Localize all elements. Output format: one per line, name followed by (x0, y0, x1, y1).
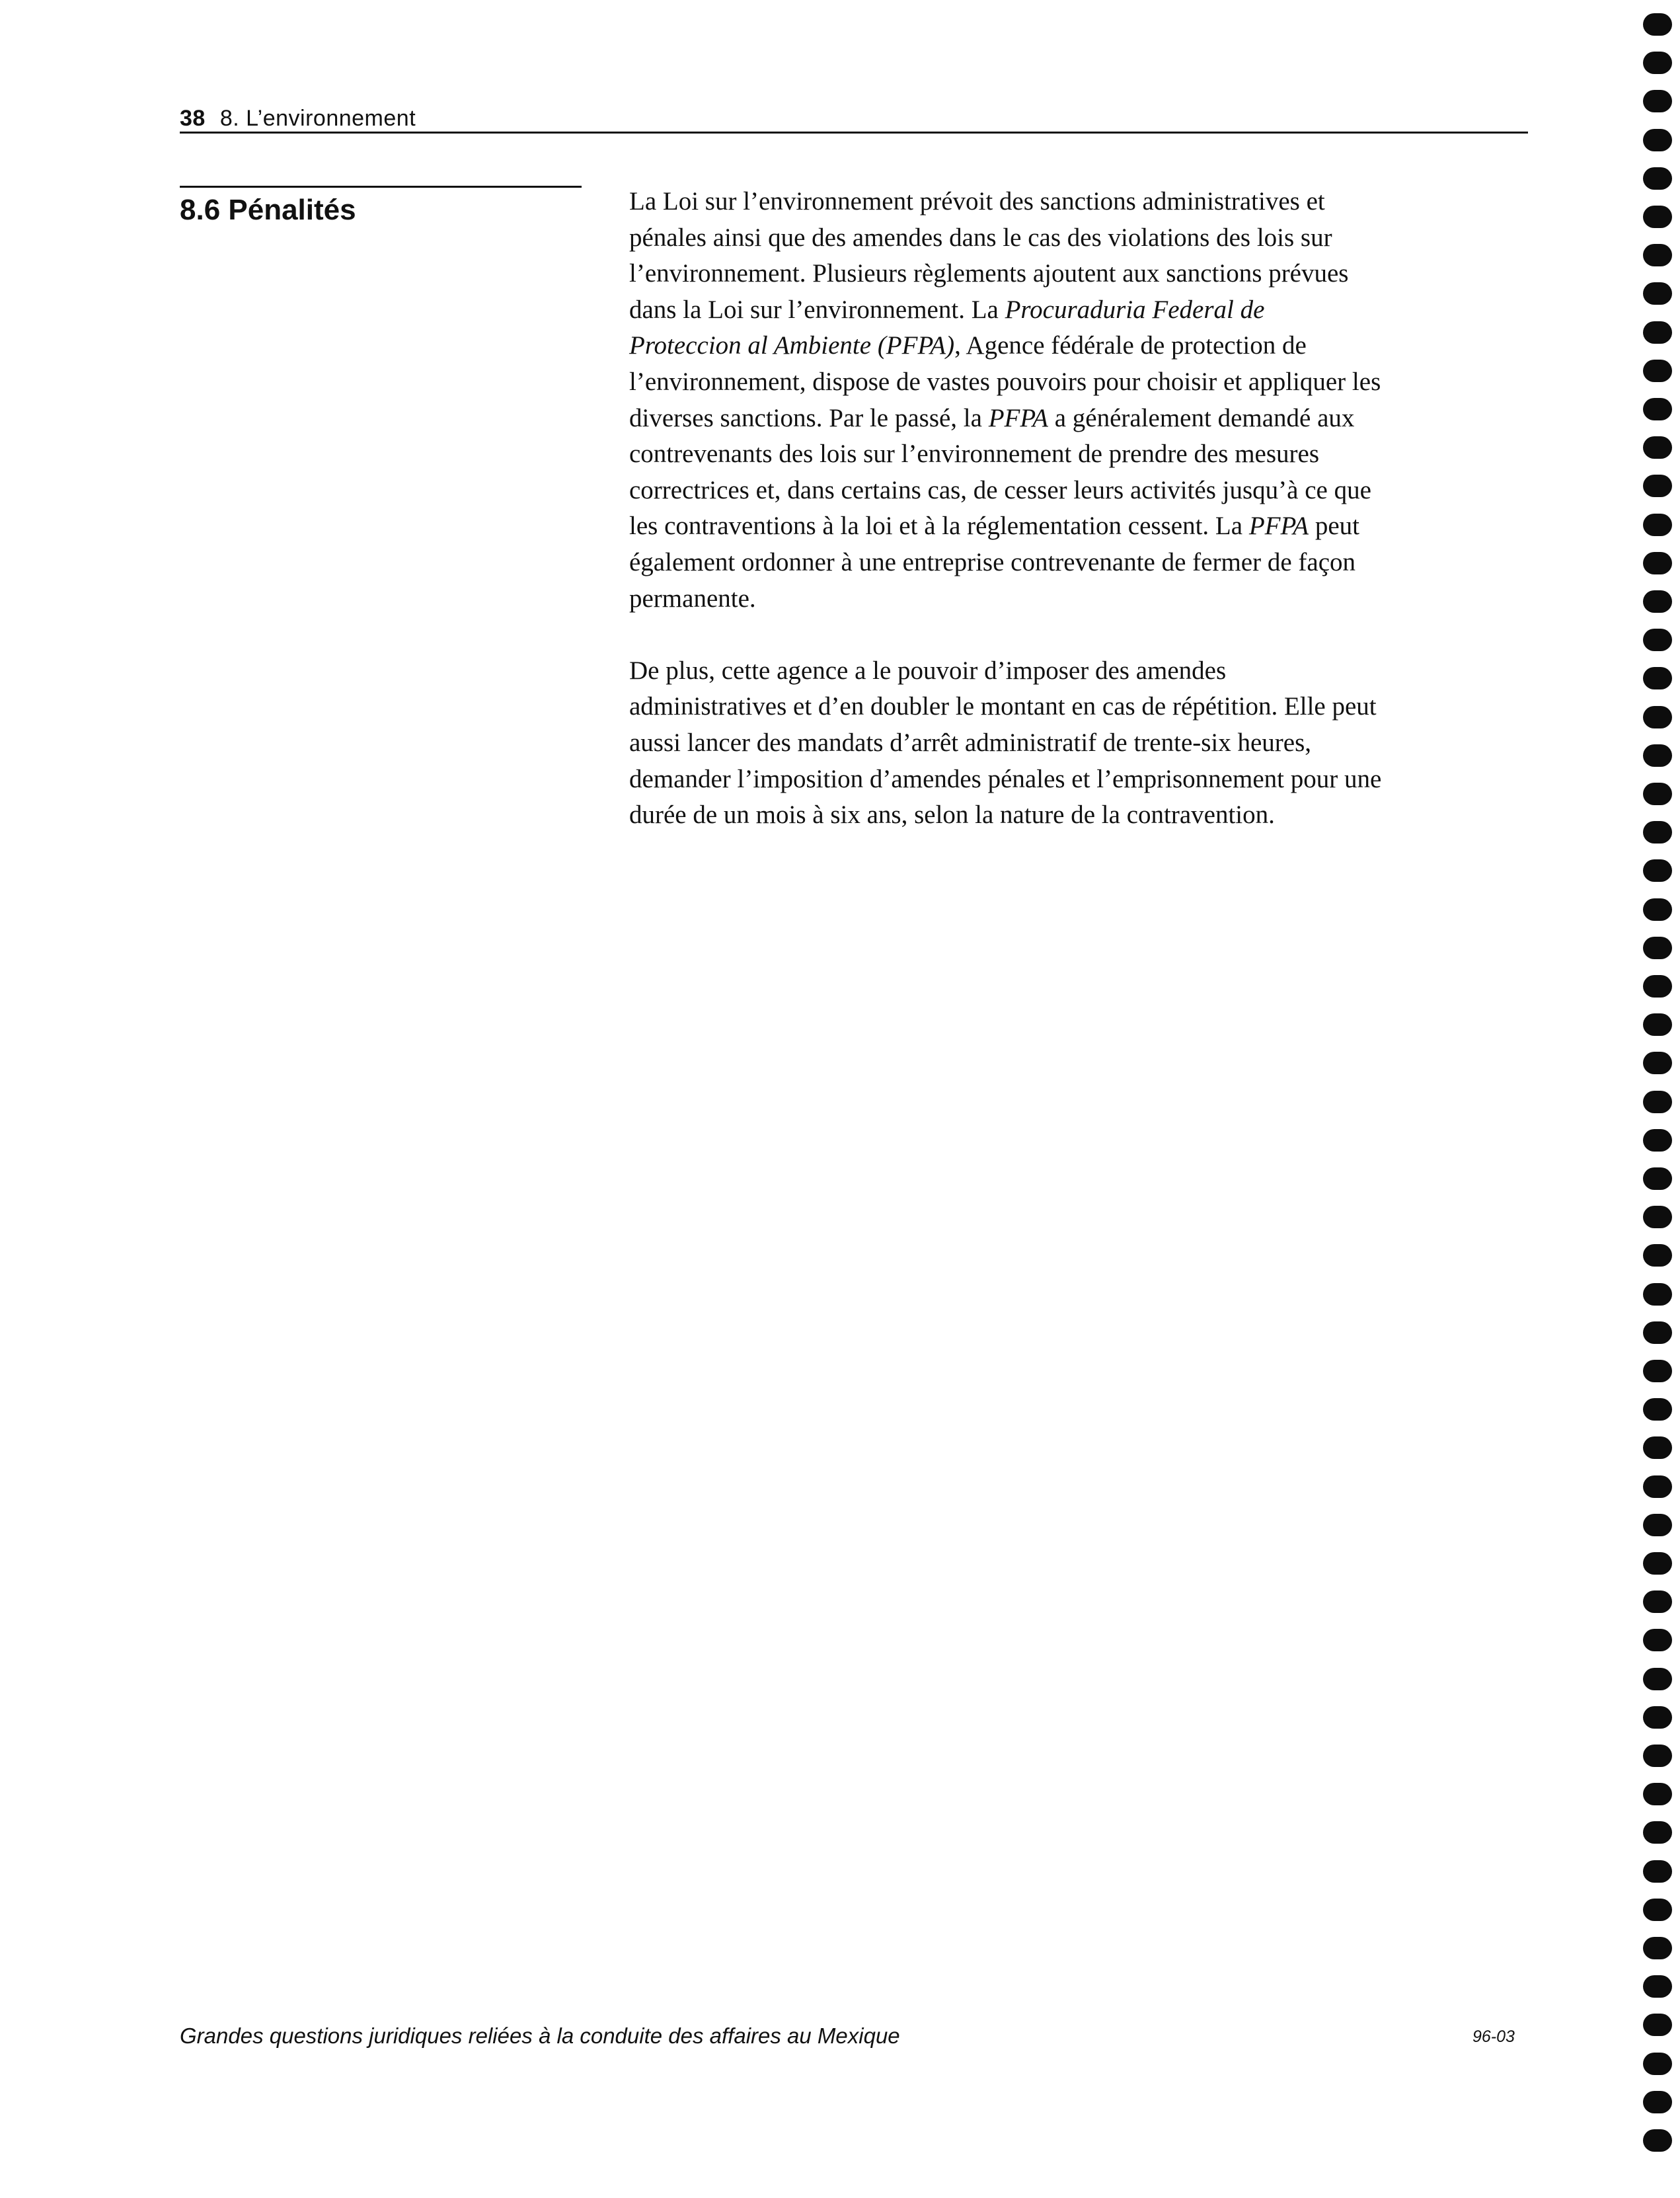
binding-hole (1643, 590, 1672, 613)
binding-hole (1643, 1398, 1672, 1421)
body-text (629, 184, 1531, 834)
text-line: La Loi sur l’environnement prévoit des sanctions administratives et (629, 187, 1325, 216)
text-line: De plus, cette agence a le pouvoir d’imposer des amendes (629, 656, 1227, 685)
binding-hole (1643, 1244, 1672, 1267)
binding-hole (1643, 2129, 1672, 2152)
acronym-italic: PFPA (988, 403, 1048, 432)
text-line: administratives et d’en doubler le montant en cas de répétition. Elle peut (629, 692, 1377, 721)
text-line: contrevenants des lois sur l’environnement de prendre des mesures (629, 440, 1320, 469)
binding-hole (1643, 1783, 1672, 1805)
binding-hole (1643, 1167, 1672, 1190)
paragraph-gap (629, 617, 1531, 653)
text-span: dans la Loi sur l’environnement. La (629, 295, 1005, 324)
binding-hole (1643, 206, 1672, 228)
binding-hole (1643, 859, 1672, 882)
text-line (629, 328, 1531, 364)
binding-hole (1643, 1283, 1672, 1306)
binding-hole (1643, 783, 1672, 805)
binding-hole (1643, 514, 1672, 536)
binding-hole (1643, 2091, 1672, 2113)
binding-hole (1643, 1436, 1672, 1459)
text-line: durée de un mois à six ans, selon la nature de la contravention. (629, 801, 1275, 830)
text-line (629, 401, 1531, 437)
binding-hole (1643, 1629, 1672, 1651)
header-rule (180, 132, 1528, 134)
text-span: , Agence fédérale de protection de (954, 331, 1307, 360)
text-span: a généralement demandé aux (1048, 403, 1355, 432)
binding-hole (1643, 1668, 1672, 1690)
chapter-title: 8. L’environnement (219, 106, 416, 131)
binding-hole (1643, 744, 1672, 767)
binding-hole (1643, 244, 1672, 266)
paragraph-sanctions (629, 184, 1531, 617)
binding-hole (1643, 706, 1672, 728)
binding-hole (1643, 1860, 1672, 1883)
binding-hole (1643, 1129, 1672, 1152)
binding-hole (1643, 90, 1672, 112)
binding-hole (1643, 898, 1672, 921)
text-span: peut (1309, 512, 1359, 541)
section-heading: 8.6 Pénalités (180, 194, 356, 226)
binding-hole (1643, 1514, 1672, 1536)
binding-hole (1643, 937, 1672, 959)
text-line: aussi lancer des mandats d’arrêt administratif de trente-six heures, (629, 728, 1312, 757)
footer-title: Grandes questions juridiques reliées à la conduite des affaires au Mexique (180, 2023, 900, 2048)
binding-hole (1643, 1206, 1672, 1228)
binding-hole (1643, 2053, 1672, 2075)
spiral-binding-holes (1640, 7, 1680, 2195)
binding-hole (1643, 1590, 1672, 1613)
binding-hole (1643, 2014, 1672, 2036)
acronym-italic: PFPA (1248, 512, 1309, 541)
text-line: l’environnement. Plusieurs règlements ajoutent aux sanctions prévues (629, 259, 1349, 288)
binding-hole (1643, 1552, 1672, 1575)
binding-hole (1643, 1475, 1672, 1498)
binding-hole (1643, 667, 1672, 689)
binding-hole (1643, 167, 1672, 190)
text-line: demander l’imposition d’amendes pénales et l’emprisonnement pour une (629, 764, 1382, 793)
text-line: pénales ainsi que des amendes dans le cas des violations des lois sur (629, 223, 1332, 252)
binding-hole (1643, 475, 1672, 497)
text-line (629, 508, 1531, 545)
binding-hole (1643, 13, 1672, 36)
text-span: les contraventions à la loi et à la réglementation cessent. La (629, 512, 1249, 541)
binding-hole (1643, 360, 1672, 382)
binding-hole (1643, 1091, 1672, 1113)
binding-hole (1643, 398, 1672, 420)
text-line: correctrices et, dans certains cas, de cesser leurs activités jusqu’à ce que (629, 475, 1371, 504)
binding-hole (1643, 52, 1672, 74)
binding-hole (1643, 975, 1672, 998)
binding-hole (1643, 1706, 1672, 1729)
binding-hole (1643, 129, 1672, 151)
text-line: l’environnement, dispose de vastes pouvoirs pour choisir et appliquer les (629, 367, 1381, 396)
footer-code: 96-03 (1472, 2027, 1515, 2046)
text-line: également ordonner à une entreprise contrevenante de fermer de façon (629, 547, 1356, 576)
text-line (629, 292, 1531, 329)
binding-hole (1643, 552, 1672, 574)
text-span: diverses sanctions. Par le passé, la (629, 403, 989, 432)
binding-hole (1643, 436, 1672, 459)
binding-hole (1643, 1975, 1672, 1998)
text-line: permanente. (629, 584, 756, 613)
binding-hole (1643, 1937, 1672, 1959)
binding-hole (1643, 1321, 1672, 1344)
agency-name-italic: Procuraduria Federal de (1005, 295, 1265, 324)
agency-name-italic: Proteccion al Ambiente (PFPA) (629, 331, 955, 360)
binding-hole (1643, 1899, 1672, 1921)
binding-hole (1643, 321, 1672, 344)
running-header (180, 104, 1528, 132)
binding-hole (1643, 1745, 1672, 1767)
binding-hole (1643, 1360, 1672, 1382)
binding-hole (1643, 1821, 1672, 1844)
binding-hole (1643, 821, 1672, 844)
binding-hole (1643, 1052, 1672, 1074)
binding-hole (1643, 629, 1672, 651)
binding-hole (1643, 1013, 1672, 1036)
paragraph-fines (629, 653, 1531, 834)
binding-hole (1643, 282, 1672, 305)
section-rule (180, 186, 582, 188)
page-number: 38 (180, 106, 206, 131)
